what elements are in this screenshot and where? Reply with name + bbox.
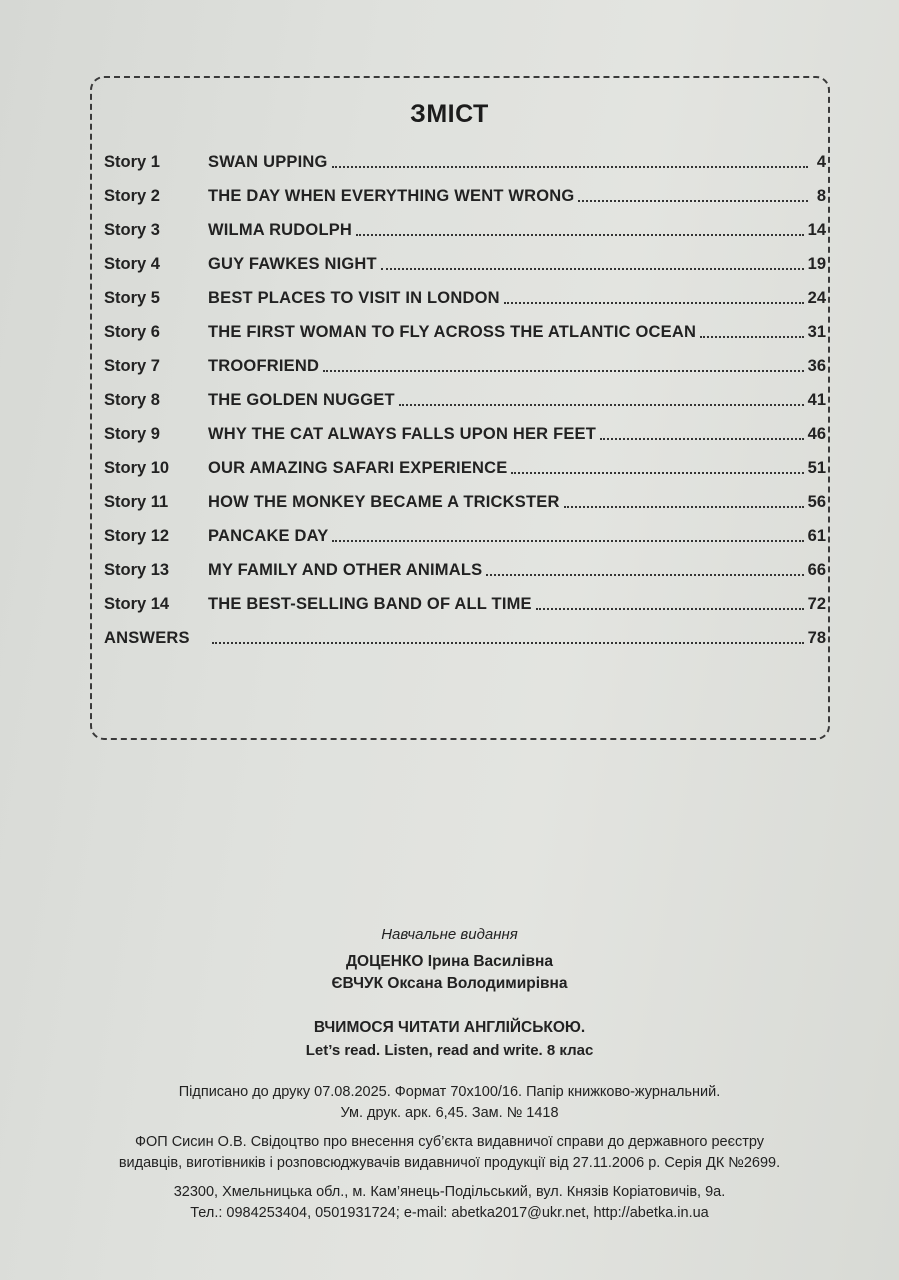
toc-row — [104, 350, 826, 376]
toc-story-title: WHY THE CAT ALWAYS FALLS UPON HER FEET — [208, 425, 597, 443]
toc-page-number: 41 — [807, 391, 826, 409]
toc-row — [104, 384, 826, 410]
toc-page-number: 51 — [807, 459, 826, 477]
toc-page-number: 56 — [807, 493, 826, 511]
toc-row — [104, 486, 826, 512]
print-info-line-1: Підписано до друку 07.08.2025. Формат 70х100/16. Папір книжково-журнальний. — [178, 1084, 721, 1100]
toc-row — [104, 282, 826, 308]
toc-leader-dots — [399, 403, 804, 406]
toc-story-number: Story 7 — [104, 357, 160, 375]
toc-page-number: 14 — [807, 221, 826, 239]
toc-leader-dots — [323, 369, 804, 372]
address-line-1: 32300, Хмельницька обл., м. Кам’янець-Подільський, вул. Князів Коріатовичів, 9а. — [173, 1184, 726, 1200]
toc-row — [104, 316, 826, 342]
toc-story-number: Story 12 — [104, 527, 170, 545]
toc-story-number: Story 6 — [104, 323, 160, 341]
toc-row — [104, 146, 826, 172]
toc-story-title: SWAN UPPING — [208, 153, 328, 171]
toc-leader-dots — [504, 301, 804, 304]
toc-leader-dots — [332, 539, 803, 542]
author-2: ЄВЧУК Оксана Володимирівна — [331, 975, 568, 992]
toc-story-number: Story 8 — [104, 391, 160, 409]
address-line-2: Тел.: 0984253404, 0501931724; e-mail: abetka2017@ukr.net, http://abetka.in.ua — [190, 1205, 709, 1221]
toc-leader-dots — [578, 199, 808, 202]
toc-leader-dots — [564, 505, 804, 508]
toc-story-number: Story 11 — [104, 493, 169, 511]
toc-leader-dots — [600, 437, 804, 440]
toc-story-number: Story 2 — [104, 187, 160, 205]
toc-row — [104, 418, 826, 444]
toc-story-title: THE GOLDEN NUGGET — [208, 391, 395, 409]
toc-leader-dots — [486, 573, 803, 576]
toc-row — [104, 452, 826, 478]
toc-story-number: Story 5 — [104, 289, 160, 307]
toc-story-title: MY FAMILY AND OTHER ANIMALS — [208, 561, 483, 579]
edition-type: Навчальне видання — [381, 926, 518, 943]
toc-page-number: 78 — [807, 629, 826, 647]
toc-story-title: WILMA RUDOLPH — [208, 221, 353, 239]
toc-story-number: Story 14 — [104, 595, 170, 613]
toc-story-title: THE BEST-SELLING BAND OF ALL TIME — [208, 595, 532, 613]
book-subtitle: Let’s read. Listen, read and write. 8 клас — [305, 1042, 594, 1059]
toc-leader-dots — [536, 607, 804, 610]
toc-story-number: Story 10 — [104, 459, 170, 477]
toc-leader-dots — [212, 641, 804, 644]
toc-story-title: OUR AMAZING SAFARI EXPERIENCE — [208, 459, 508, 477]
toc-row — [104, 180, 826, 206]
print-info-line-2: Ум. друк. арк. 6,45. Зам. № 1418 — [340, 1105, 559, 1121]
toc-story-number: Story 9 — [104, 425, 160, 443]
toc-row — [104, 214, 826, 240]
toc-story-title: HOW THE MONKEY BECAME A TRICKSTER — [208, 493, 560, 511]
toc-page-number: 19 — [807, 255, 826, 273]
publisher-line-1: ФОП Сисин О.В. Свідоцтво про внесення суб’єкта видавничої справи до державного реєстру — [134, 1134, 765, 1150]
toc-page-number: 8 — [816, 187, 826, 205]
toc-page-number: 72 — [807, 595, 826, 613]
toc-story-title: GUY FAWKES NIGHT — [208, 255, 377, 273]
toc-row — [104, 248, 826, 274]
toc-page-number: 66 — [807, 561, 826, 579]
toc-leader-dots — [511, 471, 803, 474]
toc-story-title: THE FIRST WOMAN TO FLY ACROSS THE ATLANTIC OCEAN — [208, 323, 697, 341]
toc-page-number: 36 — [807, 357, 826, 375]
toc-row — [104, 554, 826, 580]
toc-story-number: Story 4 — [104, 255, 160, 273]
toc-leader-dots — [332, 165, 808, 168]
toc-title: ЗМІСТ — [410, 100, 489, 128]
toc-story-title: PANCAKE DAY — [208, 527, 329, 545]
toc-row — [104, 588, 826, 614]
author-1: ДОЦЕНКО Ірина Василівна — [346, 953, 553, 970]
toc-answers-label: ANSWERS — [104, 629, 190, 647]
toc-page-number: 46 — [807, 425, 826, 443]
toc-story-title: THE DAY WHEN EVERYTHING WENT WRONG — [208, 187, 575, 205]
publisher-line-2: видавців, виготівників і розповсюджувачів видавничої продукції від 27.11.2006 р. Серія ДК №2699. — [118, 1155, 781, 1171]
toc-page-number: 61 — [807, 527, 826, 545]
toc-leader-dots — [356, 233, 804, 236]
book-title: ВЧИМОСЯ ЧИТАТИ АНГЛІЙСЬКОЮ. — [313, 1019, 586, 1036]
toc-story-number: Story 13 — [104, 561, 170, 579]
toc-story-number: Story 1 — [104, 153, 160, 171]
toc-page-number: 24 — [807, 289, 826, 307]
toc-story-number: Story 3 — [104, 221, 160, 239]
toc-page-number: 31 — [807, 323, 826, 341]
toc-row — [104, 520, 826, 546]
toc-story-title: BEST PLACES TO VISIT IN LONDON — [208, 289, 500, 307]
toc-story-title: TROOFRIEND — [208, 357, 320, 375]
toc-page-number: 4 — [816, 153, 826, 171]
toc-row-answers — [104, 622, 826, 648]
toc-leader-dots — [700, 335, 804, 338]
toc-leader-dots — [381, 267, 804, 270]
